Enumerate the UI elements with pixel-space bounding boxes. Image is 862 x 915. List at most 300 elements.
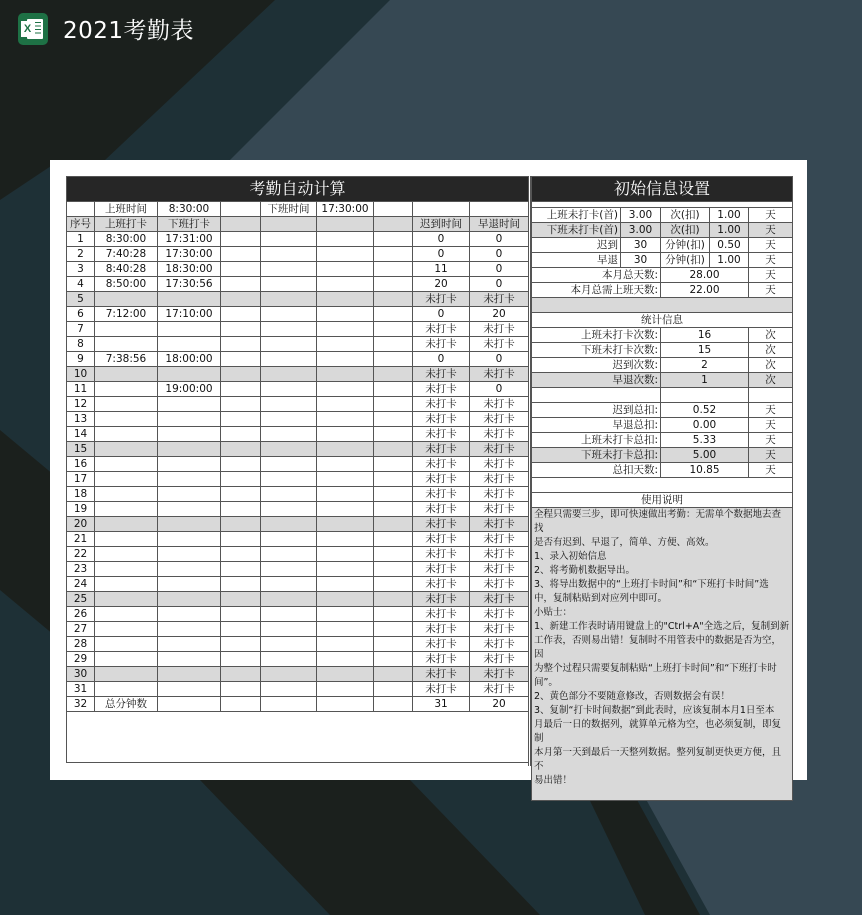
empty-cell[interactable] [221,547,261,562]
empty-cell[interactable] [221,577,261,592]
instruction-line [532,578,793,592]
early-cell: 未打卡 [470,532,529,547]
clock-in-cell[interactable] [95,397,158,412]
clock-out-cell[interactable] [158,442,221,457]
empty-cell[interactable] [261,277,317,292]
empty-cell[interactable] [374,562,413,577]
clock-in-cell[interactable] [95,532,158,547]
empty-cell[interactable] [221,352,261,367]
empty-cell[interactable] [317,277,374,292]
stat-label: 下班未打卡次数: [532,343,661,358]
empty-cell[interactable] [374,637,413,652]
instructions-title: 使用说明 [532,493,793,508]
clock-out-cell[interactable] [158,427,221,442]
empty-cell[interactable] [317,637,374,652]
empty-cell[interactable] [261,322,317,337]
empty-cell[interactable] [221,697,261,712]
empty-cell[interactable] [317,667,374,682]
row-index: 32 [67,697,95,712]
stat-row [532,358,793,373]
empty-cell[interactable] [374,502,413,517]
setting-deduct[interactable]: 1.00 [710,223,749,238]
stat-row [532,343,793,358]
setting-value[interactable]: 3.00 [621,223,661,238]
row-index: 18 [67,487,95,502]
empty-cell[interactable] [374,517,413,532]
late-cell: 未打卡 [413,502,470,517]
empty-cell[interactable] [374,322,413,337]
empty-cell[interactable] [221,412,261,427]
empty-cell[interactable] [261,637,317,652]
empty-cell[interactable] [221,517,261,532]
clock-in-cell[interactable] [95,442,158,457]
empty-cell[interactable] [221,487,261,502]
empty-cell[interactable] [221,592,261,607]
clock-out-cell[interactable] [158,472,221,487]
clock-in-cell[interactable] [95,427,158,442]
empty-cell[interactable] [374,652,413,667]
empty-cell[interactable] [261,652,317,667]
clock-in-cell[interactable] [95,622,158,637]
table-row [67,547,529,562]
empty-cell[interactable] [261,547,317,562]
empty-cell[interactable] [261,577,317,592]
instructions-header [532,493,793,508]
empty-cell[interactable] [261,352,317,367]
empty-cell[interactable] [261,502,317,517]
clock-out-cell[interactable] [158,667,221,682]
stat-unit: 次 [749,343,793,358]
early-cell: 20 [470,697,529,712]
late-cell: 未打卡 [413,472,470,487]
clock-out-cell[interactable] [158,517,221,532]
clock-in-cell[interactable] [95,457,158,472]
early-cell: 未打卡 [470,502,529,517]
empty-cell[interactable] [374,622,413,637]
empty-cell[interactable] [221,562,261,577]
clock-in-cell[interactable] [95,667,158,682]
empty-cell[interactable] [261,667,317,682]
clock-out-cell[interactable] [158,532,221,547]
deduction-unit: 天 [749,448,793,463]
empty-cell[interactable] [317,412,374,427]
empty-cell[interactable] [374,577,413,592]
clock-in-cell[interactable] [95,472,158,487]
empty-cell[interactable] [317,322,374,337]
empty-cell[interactable] [317,652,374,667]
setting-unit-day: 天 [749,223,793,238]
instruction-text: 间”。 [532,676,793,690]
empty-cell[interactable] [374,397,413,412]
unit-day: 天 [749,283,793,298]
empty-cell[interactable] [221,472,261,487]
clock-out-cell[interactable] [158,637,221,652]
empty-cell[interactable] [374,412,413,427]
clock-out-cell[interactable]: 18:30:00 [158,262,221,277]
late-cell: 未打卡 [413,607,470,622]
empty-cell[interactable] [221,427,261,442]
empty-cell[interactable] [374,247,413,262]
clock-out-cell[interactable]: 19:00:00 [158,382,221,397]
empty-cell[interactable] [261,382,317,397]
early-cell: 未打卡 [470,322,529,337]
empty-cell[interactable] [374,262,413,277]
early-cell: 未打卡 [470,607,529,622]
early-cell: 未打卡 [470,442,529,457]
empty-cell[interactable] [261,607,317,622]
instruction-line [532,620,793,634]
clock-in-cell[interactable] [95,637,158,652]
empty-cell[interactable] [374,607,413,622]
setting-deduct[interactable]: 1.00 [710,208,749,223]
late-cell: 未打卡 [413,577,470,592]
row-index: 15 [67,442,95,457]
empty-cell[interactable] [374,682,413,697]
empty-cell[interactable] [317,502,374,517]
row-index: 12 [67,397,95,412]
empty-cell[interactable] [317,472,374,487]
end-time-value[interactable]: 17:30:00 [317,202,374,217]
empty-cell[interactable] [221,637,261,652]
row-index: 24 [67,577,95,592]
instruction-line [532,774,793,788]
empty-cell[interactable] [261,562,317,577]
empty-cell[interactable] [261,307,317,322]
attendance-table [66,176,529,763]
empty-cell[interactable] [261,532,317,547]
empty-cell[interactable] [261,457,317,472]
app-title: 2021考勤表 [63,18,195,44]
empty-cell[interactable] [261,697,317,712]
clock-in-cell[interactable] [95,337,158,352]
clock-in-cell[interactable] [95,412,158,427]
empty-cell[interactable] [374,667,413,682]
clock-in-cell[interactable] [95,562,158,577]
table-row [67,592,529,607]
empty-cell[interactable] [317,697,374,712]
empty-cell[interactable] [221,667,261,682]
setting-deduct[interactable]: 1.00 [710,253,749,268]
empty-cell[interactable] [261,472,317,487]
clock-out-cell[interactable] [158,622,221,637]
clock-out-cell[interactable] [158,682,221,697]
empty-cell[interactable] [317,337,374,352]
empty-cell[interactable] [374,352,413,367]
deduction-label: 下班未打卡总扣: [532,448,661,463]
setting-value[interactable]: 3.00 [621,208,661,223]
setting-value[interactable]: 30 [621,238,661,253]
early-cell: 未打卡 [470,682,529,697]
early-cell: 未打卡 [470,457,529,472]
empty-cell[interactable] [374,277,413,292]
clock-out-cell[interactable] [158,607,221,622]
empty-cell[interactable] [221,502,261,517]
empty-cell[interactable] [261,592,317,607]
row-index: 22 [67,547,95,562]
blank-row [532,298,793,313]
header-clock-in: 上班打卡 [95,217,158,232]
setting-label: 迟到 [532,238,621,253]
clock-in-cell[interactable] [95,322,158,337]
table-row [67,337,529,352]
stat-unit: 次 [749,358,793,373]
clock-in-cell[interactable] [95,367,158,382]
empty-cell[interactable] [374,472,413,487]
stat-label: 迟到次数: [532,358,661,373]
empty-cell[interactable] [261,412,317,427]
empty-cell[interactable] [317,352,374,367]
row-index: 23 [67,562,95,577]
row-index: 2 [67,247,95,262]
early-cell: 未打卡 [470,427,529,442]
row-index: 3 [67,262,95,277]
clock-out-cell[interactable] [158,292,221,307]
clock-out-cell[interactable] [158,457,221,472]
empty-cell[interactable] [317,382,374,397]
clock-in-cell[interactable] [95,382,158,397]
empty-cell[interactable] [317,397,374,412]
clock-out-cell[interactable] [158,652,221,667]
clock-out-cell[interactable]: 17:31:00 [158,232,221,247]
empty-cell[interactable] [221,307,261,322]
empty-cell[interactable] [374,292,413,307]
empty-cell[interactable] [317,367,374,382]
clock-out-cell[interactable] [158,697,221,712]
clock-in-cell[interactable]: 7:12:00 [95,307,158,322]
empty-cell[interactable] [261,442,317,457]
clock-out-cell[interactable] [158,412,221,427]
empty-cell[interactable] [317,607,374,622]
clock-in-cell[interactable]: 7:38:56 [95,352,158,367]
empty-cell[interactable] [374,592,413,607]
empty-cell[interactable] [261,517,317,532]
empty-cell[interactable] [374,367,413,382]
empty-cell[interactable] [317,547,374,562]
late-cell: 未打卡 [413,487,470,502]
empty-cell[interactable] [261,247,317,262]
work-days-label: 本月总需上班天数: [532,283,661,298]
empty-cell[interactable] [261,337,317,352]
empty-cell[interactable] [261,367,317,382]
empty-cell[interactable] [221,607,261,622]
clock-out-cell[interactable] [158,592,221,607]
empty-cell[interactable] [261,292,317,307]
empty-cell[interactable] [317,562,374,577]
instruction-line [532,592,793,606]
early-cell: 未打卡 [470,337,529,352]
setting-unit: 次(扣) [661,223,710,238]
late-cell: 未打卡 [413,592,470,607]
empty-cell[interactable] [317,232,374,247]
empty-cell[interactable] [317,247,374,262]
table-row [67,382,529,397]
empty-cell[interactable] [221,367,261,382]
setting-deduct[interactable]: 0.50 [710,238,749,253]
empty-cell[interactable] [374,457,413,472]
clock-out-cell[interactable] [158,397,221,412]
setting-value[interactable]: 30 [621,253,661,268]
table-row [67,307,529,322]
row-index: 31 [67,682,95,697]
empty-cell[interactable] [221,232,261,247]
late-cell: 0 [413,352,470,367]
table-row [67,277,529,292]
empty-cell[interactable] [261,232,317,247]
instruction-text: 2、将考勤机数据导出。 [532,564,793,578]
empty-cell[interactable] [317,577,374,592]
empty-cell[interactable] [317,262,374,277]
empty-cell[interactable] [221,292,261,307]
empty-cell[interactable] [317,682,374,697]
clock-in-cell[interactable] [95,487,158,502]
header-late: 迟到时间 [413,217,470,232]
empty-cell[interactable] [261,487,317,502]
empty-cell[interactable] [261,397,317,412]
empty-cell[interactable] [317,457,374,472]
empty-cell[interactable] [317,307,374,322]
empty-cell[interactable] [261,262,317,277]
deduction-unit: 天 [749,418,793,433]
empty-cell[interactable] [317,592,374,607]
table-row [67,652,529,667]
empty-cell[interactable] [221,247,261,262]
empty-cell[interactable] [374,232,413,247]
row-index: 14 [67,427,95,442]
empty-cell[interactable] [374,337,413,352]
empty-cell[interactable] [261,427,317,442]
clock-in-cell[interactable] [95,502,158,517]
late-cell: 未打卡 [413,637,470,652]
clock-in-cell[interactable]: 总分钟数 [95,697,158,712]
empty-cell[interactable] [374,307,413,322]
empty-cell[interactable] [317,517,374,532]
month-days-value[interactable]: 28.00 [661,268,749,283]
empty-cell[interactable] [374,442,413,457]
row-index: 30 [67,667,95,682]
empty-cell[interactable] [374,487,413,502]
table-row [67,667,529,682]
row-index: 29 [67,652,95,667]
stats-title: 统计信息 [532,313,793,328]
empty-cell[interactable] [374,547,413,562]
clock-out-cell[interactable]: 17:30:56 [158,277,221,292]
empty-cell[interactable] [221,397,261,412]
empty-cell[interactable] [317,292,374,307]
empty-cell[interactable] [221,322,261,337]
stat-row [532,328,793,343]
instruction-line [532,550,793,564]
early-cell: 未打卡 [470,412,529,427]
instruction-text: 工作表，否则易出错！复制时不用管表中的数据是否为空，因 [532,634,793,662]
clock-out-cell[interactable] [158,562,221,577]
late-cell: 未打卡 [413,292,470,307]
clock-in-cell[interactable]: 7:40:28 [95,247,158,262]
empty-cell[interactable] [221,457,261,472]
clock-out-cell[interactable] [158,547,221,562]
clock-out-cell[interactable] [158,487,221,502]
empty-cell[interactable] [221,652,261,667]
row-index: 20 [67,517,95,532]
early-cell: 未打卡 [470,637,529,652]
clock-in-cell[interactable]: 8:50:00 [95,277,158,292]
empty-cell[interactable] [317,622,374,637]
empty-cell[interactable] [221,382,261,397]
clock-out-cell[interactable]: 17:30:00 [158,247,221,262]
instruction-text: 3、将导出数据中的“上班打卡时间”和“下班打卡时间”选 [532,578,793,592]
row-index: 17 [67,472,95,487]
clock-in-cell[interactable]: 8:30:00 [95,232,158,247]
empty-cell[interactable] [374,697,413,712]
empty-cell[interactable] [317,442,374,457]
empty-cell[interactable] [317,427,374,442]
stat-label: 上班未打卡次数: [532,328,661,343]
empty-cell[interactable] [221,277,261,292]
early-cell: 0 [470,232,529,247]
clock-out-cell[interactable] [158,577,221,592]
empty-cell[interactable] [221,622,261,637]
table-row [67,412,529,427]
deduction-value: 5.33 [661,433,749,448]
clock-in-cell[interactable] [95,682,158,697]
empty-cell[interactable] [221,682,261,697]
clock-in-cell[interactable]: 8:40:28 [95,262,158,277]
clock-in-cell[interactable] [95,547,158,562]
empty-cell[interactable] [374,532,413,547]
table-row [67,532,529,547]
empty-cell[interactable] [374,427,413,442]
clock-out-cell[interactable] [158,502,221,517]
blank-row [532,478,793,493]
empty-cell[interactable] [317,532,374,547]
clock-out-cell[interactable]: 17:10:00 [158,307,221,322]
row-index: 28 [67,637,95,652]
clock-in-cell[interactable] [95,292,158,307]
instruction-text: 2、黄色部分不要随意修改，否则数据会有误！ [532,690,793,704]
table-row [67,517,529,532]
clock-out-cell[interactable]: 18:00:00 [158,352,221,367]
clock-in-cell[interactable] [95,607,158,622]
deduction-row [532,418,793,433]
instruction-text: 全程只需要三步，即可快速做出考勤：无需单个数据地去查找 [532,508,793,537]
instruction-line [532,746,793,774]
early-cell: 未打卡 [470,367,529,382]
empty-cell[interactable] [221,532,261,547]
empty-cell[interactable] [374,382,413,397]
start-time-value[interactable]: 8:30:00 [158,202,221,217]
clock-out-cell[interactable] [158,367,221,382]
clock-in-cell[interactable] [95,577,158,592]
empty-cell[interactable] [317,487,374,502]
clock-in-cell[interactable] [95,652,158,667]
clock-out-cell[interactable] [158,337,221,352]
clock-out-cell[interactable] [158,322,221,337]
unit-day: 天 [749,268,793,283]
empty-cell[interactable] [221,337,261,352]
empty-cell[interactable] [261,622,317,637]
empty-cell[interactable] [221,442,261,457]
clock-in-cell[interactable] [95,592,158,607]
setting-label: 早退 [532,253,621,268]
table-row [67,607,529,622]
clock-in-cell[interactable] [95,517,158,532]
late-cell: 未打卡 [413,457,470,472]
empty-cell[interactable] [221,262,261,277]
work-days-value[interactable]: 22.00 [661,283,749,298]
blank-row [532,388,793,403]
empty-cell[interactable] [261,682,317,697]
setting-unit: 分钟(扣) [661,238,710,253]
settings-table [531,176,793,801]
